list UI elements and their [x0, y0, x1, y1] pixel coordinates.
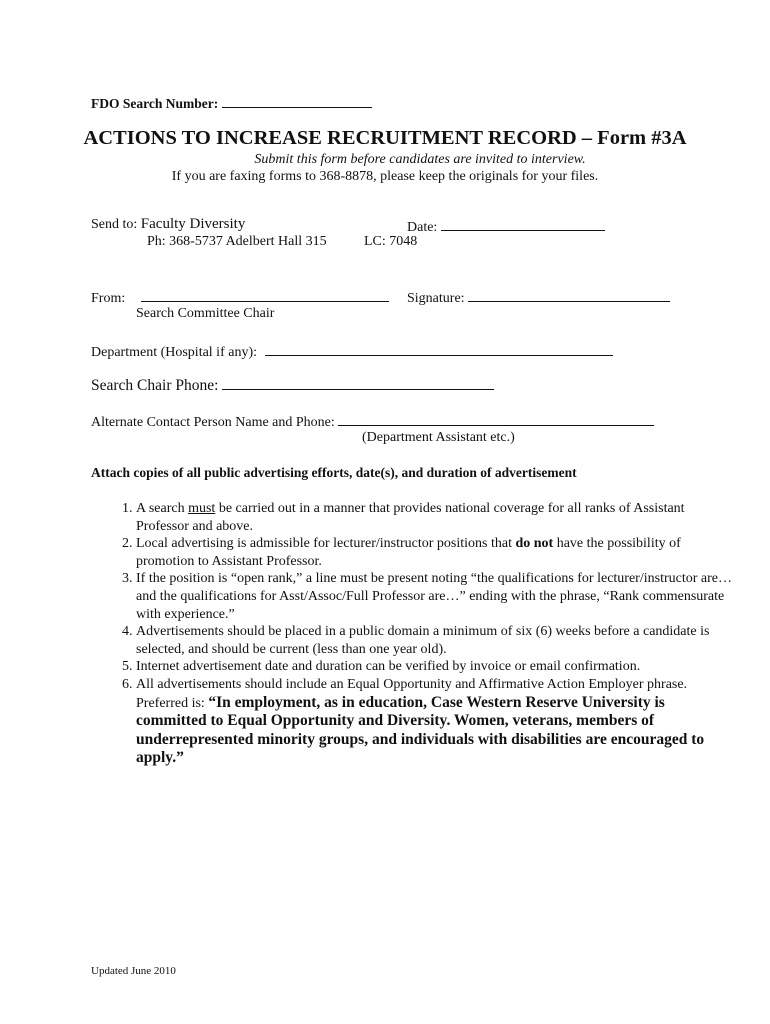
form-title: ACTIONS TO INCREASE RECRUITMENT RECORD – Form #3A: [83, 127, 687, 149]
date-label: Date:: [407, 220, 438, 235]
requirement-6-text: All advertisements should include an Equal Opportunity and Affirmative Action Employer phrase. Preferred is:: [136, 676, 688, 711]
search-chair-phone-field[interactable]: [222, 375, 494, 390]
requirement-1-text-a: A search: [136, 501, 189, 516]
requirement-2-text-b: have the possibility of promotion to Assistant Professor.: [136, 536, 681, 569]
from-row: [91, 288, 389, 307]
form-subtitle: Submit this form before candidates are invited to interview.: [254, 152, 586, 167]
alternate-contact-label: Alternate Contact Person Name and Phone:: [91, 415, 335, 430]
signature-field[interactable]: [468, 288, 670, 302]
alternate-contact-caption: (Department Assistant etc.): [362, 430, 515, 445]
date-row: [407, 217, 605, 236]
department-label: Department (Hospital if any):: [91, 345, 258, 360]
list-item: [136, 623, 736, 658]
requirements-list: [91, 500, 736, 768]
from-field[interactable]: [141, 288, 389, 302]
from-caption: Search Committee Chair: [136, 306, 275, 321]
fax-note: If you are faxing forms to 368-8878, please keep the originals for your files.: [171, 169, 599, 184]
signature-row: [407, 288, 670, 307]
send-to-row: [91, 216, 245, 233]
alternate-contact-field[interactable]: [338, 412, 654, 426]
list-item: [136, 535, 736, 570]
from-label: From:: [91, 291, 126, 306]
list-item: [136, 500, 736, 535]
send-to-phone-line: Ph: 368-5737 Adelbert Hall 315: [147, 234, 327, 249]
list-item: [136, 570, 736, 623]
send-to-name: Faculty Diversity: [140, 216, 246, 232]
date-field[interactable]: [441, 217, 605, 231]
requirement-1-must: must: [188, 501, 216, 516]
requirement-1-text-b: be carried out in a manner that provides national coverage for all ranks of Assistant Professor and above.: [136, 501, 685, 534]
updated-footer: Updated June 2010: [91, 965, 176, 977]
list-item: [136, 658, 736, 676]
attach-heading: Attach copies of all public advertising efforts, date(s), and duration of advertisement: [91, 465, 577, 480]
requirement-2-do-not: do not: [515, 536, 554, 552]
send-to-lc: LC: 7048: [364, 234, 418, 249]
alternate-contact-row: [91, 412, 654, 431]
requirement-3-text: If the position is “open rank,” a line must be present noting “the qualifications for lecturer/instructor are… and the qualifications for Asst/Assoc/Full Professor are…” ending with the phrase, “Rank commensurate with experience.”: [136, 571, 732, 622]
department-row: [91, 342, 613, 361]
requirement-5-text: Internet advertisement date and duration can be verified by invoice or email confirmation.: [136, 659, 641, 675]
search-chair-phone-label: Search Chair Phone:: [91, 377, 219, 394]
eeo-statement: “In employment, as in education, Case Western Reserve University is committed to Equal Opportunity and Diversity. Women, veterans, members of underrepresented minority groups, and individuals with disabilities are encouraged to apply.”: [136, 693, 705, 767]
fdo-search-number-row: [91, 94, 372, 112]
department-field[interactable]: [265, 342, 613, 356]
fdo-search-number-field[interactable]: [222, 94, 372, 108]
list-item: [136, 676, 736, 768]
fdo-search-number-label: FDO Search Number:: [91, 96, 219, 111]
signature-label: Signature:: [407, 291, 465, 306]
requirement-4-text: Advertisements should be placed in a public domain a minimum of six (6) weeks before a candidate is selected, and should be current (less than one year old).: [136, 624, 710, 657]
requirement-2-text-a: Local advertising is admissible for lecturer/instructor positions that: [136, 536, 516, 552]
search-chair-phone-row: [91, 375, 494, 395]
send-to-label: Send to:: [91, 217, 138, 232]
